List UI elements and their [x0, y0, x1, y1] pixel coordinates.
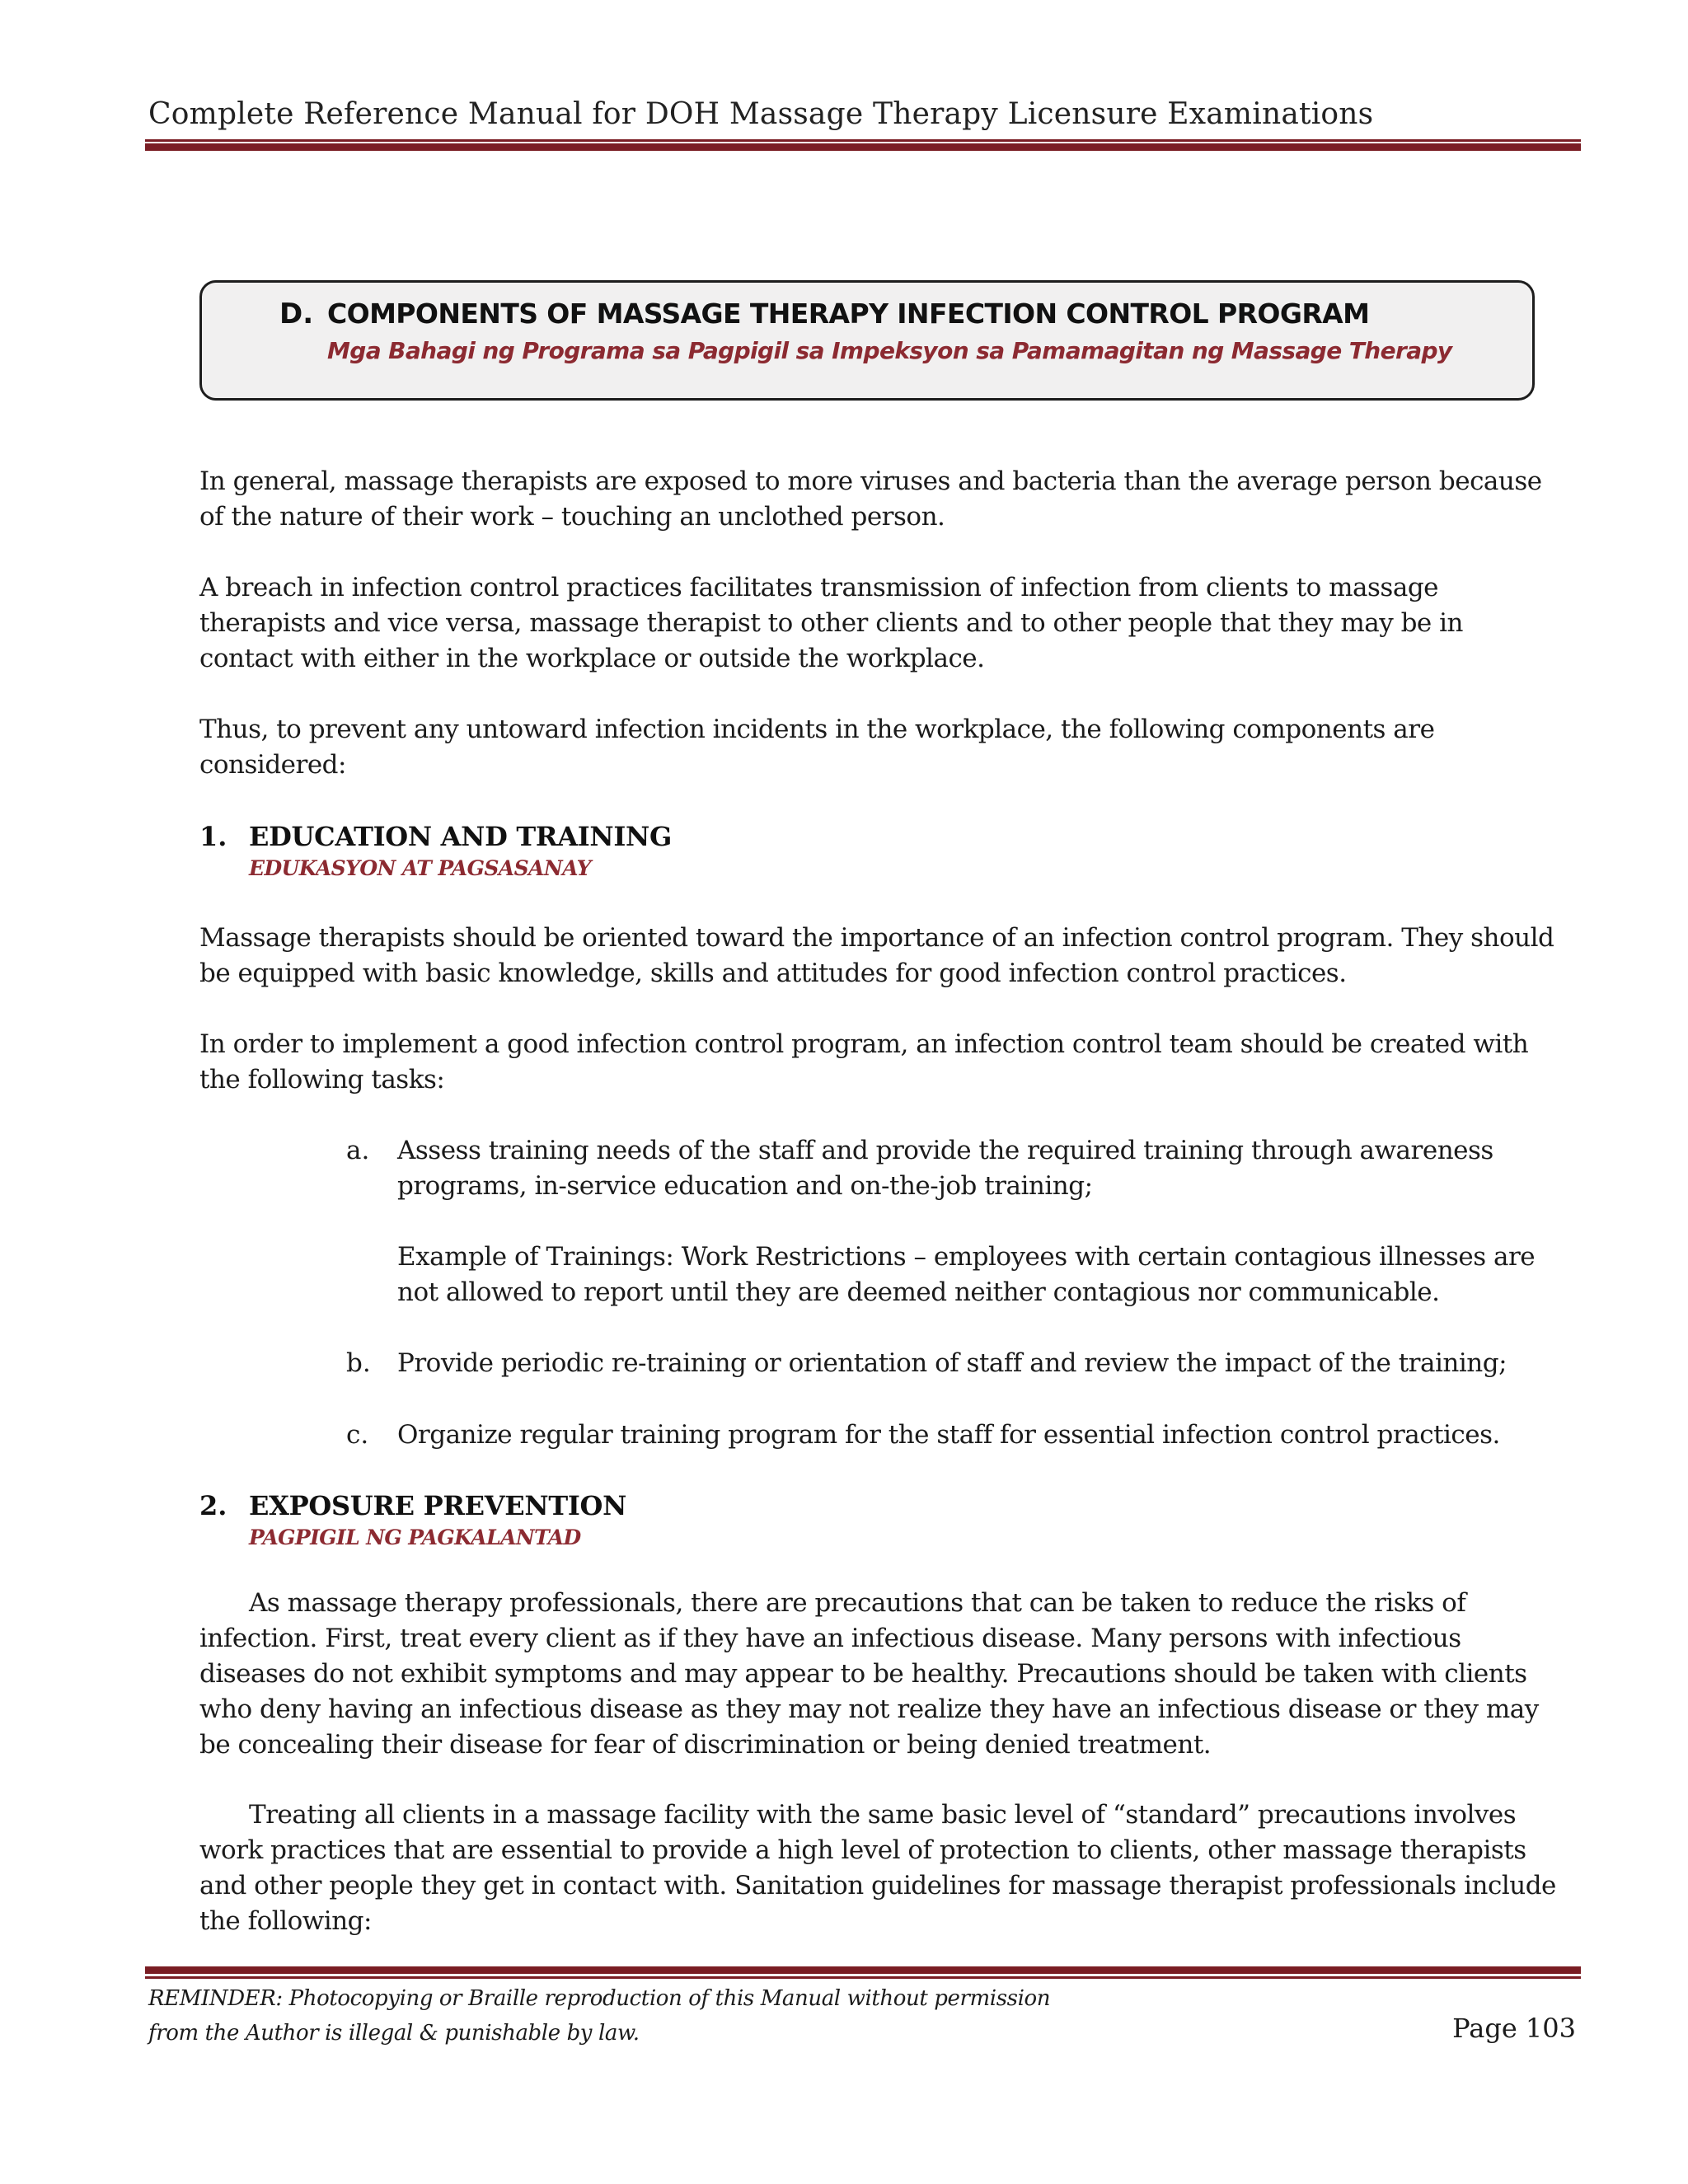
component-2-paragraph-2: Treating all clients in a massage facility with the same basic level of “standard” precautions involves work practices that are essential to provide a high level of protection to clients, other massage therapists and other people they get in contact with. Sanitation guidelines for massage therapist professionals include the following: [199, 1800, 1556, 1936]
footer-rule-thin [145, 1976, 1581, 1979]
section-title-box [199, 280, 1535, 401]
task-a-text: Assess training needs of the staff and provide the required training through awareness programs, in-service education and on-the-job training; [397, 1136, 1493, 1201]
footer-reminder-line-1: REMINDER: Photocopying or Braille reproduction of this Manual without permission [148, 1986, 1051, 2011]
section-title: COMPONENTS OF MASSAGE THERAPY INFECTION CONTROL PROGRAM [327, 298, 1370, 330]
intro-paragraph-1: In general, massage therapists are exposed to more viruses and bacteria than the average person because of the nature of their work – touching an unclothed person. [199, 466, 1542, 532]
component-2-paragraph-1: As massage therapy professionals, there are precautions that can be taken to reduce the risks of infection. First, treat every client as if they have an infectious disease. Many persons with infectious diseases do not exhibit symptoms and may appear to be healthy. Precautions should be taken with clients who deny having an infectious disease as they may not realize they have an infectious disease or they may be concealing their disease for fear of discrimination or being denied treatment. [199, 1588, 1539, 1760]
header-rule-thin [145, 139, 1581, 142]
section-letter: D. [279, 298, 314, 330]
component-1-paragraph-1: Massage therapists should be oriented toward the importance of an infection control program. They should be equipped with basic knowledge, skills and attitudes for good infection control practices. [199, 923, 1554, 988]
component-1-subtitle: EDUKASYON AT PAGSASANAY [249, 856, 591, 880]
footer-rule-thick [145, 1966, 1581, 1974]
footer-reminder [148, 1981, 1050, 2050]
task-c-marker: c. [346, 1420, 369, 1450]
component-2-title: EXPOSURE PREVENTION [249, 1490, 627, 1521]
page-header-title: Complete Reference Manual for DOH Massage Therapy Licensure Examinations [148, 97, 1374, 131]
component-2-subtitle: PAGPIGIL NG PAGKALANTAD [249, 1526, 581, 1549]
section-subtitle: Mga Bahagi ng Programa sa Pagpigil sa Impeksyon sa Pamamagitan ng Massage Therapy [327, 337, 1452, 364]
task-c-text: Organize regular training program for the staff for essential infection control practices. [397, 1420, 1500, 1450]
component-2-number: 2. [199, 1490, 227, 1521]
component-1-number: 1. [199, 821, 227, 852]
intro-paragraph-2: A breach in infection control practices facilitates transmission of infection from clients to massage therapists and vice versa, massage therapist to other clients and to other people that they may be in contact with either in the workplace or outside the workplace. [199, 573, 1463, 673]
task-b-marker: b. [346, 1348, 371, 1378]
task-a-example: Example of Trainings: Work Restrictions – employees with certain contagious illnesses are not allowed to report until they are deemed neither contagious nor communicable. [397, 1242, 1536, 1307]
component-1-paragraph-2: In order to implement a good infection control program, an infection control team should be created with the following tasks: [199, 1029, 1529, 1094]
intro-paragraph-3: Thus, to prevent any untoward infection incidents in the workplace, the following components are considered: [199, 715, 1435, 780]
component-1-title: EDUCATION AND TRAINING [249, 821, 673, 852]
task-a-marker: a. [346, 1136, 370, 1165]
task-b-text: Provide periodic re-training or orientation of staff and review the impact of the training; [397, 1348, 1507, 1378]
header-rule-thick [145, 143, 1581, 151]
footer-reminder-line-2: from the Author is illegal & punishable by law. [148, 2021, 640, 2046]
page-number: Page 103 [1452, 2013, 1576, 2044]
